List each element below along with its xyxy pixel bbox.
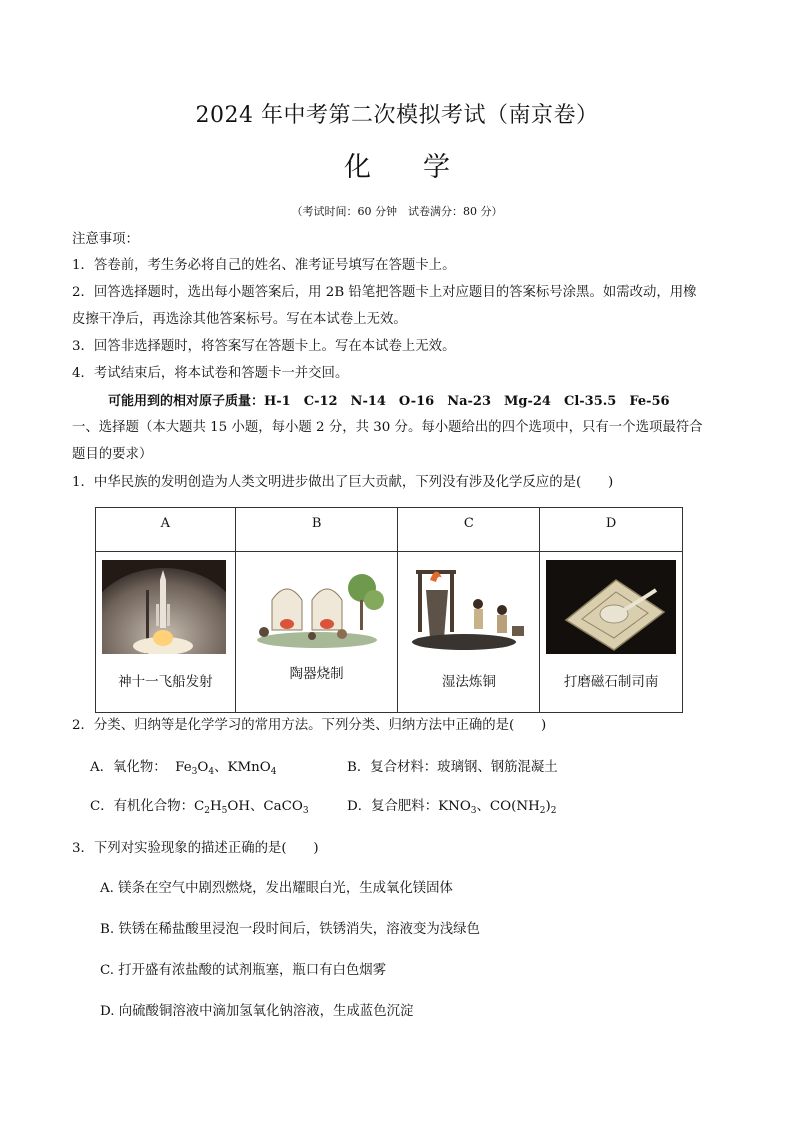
question-2-option-b: B．复合材料：玻璃钢、钢筋混凝土: [347, 760, 558, 775]
notice-item: 4．考试结束后，将本试卷和答题卡一并交回。: [72, 366, 349, 381]
question-2-option-c: C．有机化合物：$C_2H_5OH$、CaCO$_3$: [90, 799, 309, 816]
exam-info: （考试时间：60 分钟 试卷满分：80 分）: [291, 205, 503, 218]
option-b-cell: [235, 552, 398, 713]
option-a-caption: 神十一飞船发射: [118, 674, 213, 690]
option-c-caption: 湿法炼铜: [441, 674, 496, 690]
q2-option-c-label: C．有机化合物：: [90, 799, 194, 814]
exam-title: 2024 年中考第二次模拟考试（南京卷）: [195, 103, 599, 128]
option-b-caption: 陶器烧制: [289, 666, 344, 682]
section-heading-line1: 一、选择题（本大题共 15 小题，每小题 2 分，共 30 分。每小题给出的四个选项中，只有一个选项最符合: [72, 420, 703, 435]
option-d-header: D: [540, 508, 683, 552]
notice-item: 2．回答选择题时，选出每小题答案后，用 2B 铅笔把答题卡上对应题目的答案标号涂黑。如需改动，用橡: [72, 285, 697, 300]
notice-item: 3．回答非选择题时，将答案写在答题卡上。写在本试卷上无效。: [72, 339, 456, 354]
question-3-option-d: D. 向硫酸铜溶液中滴加氢氧化钠溶液，生成蓝色沉淀: [100, 1004, 414, 1019]
sinan-compass-image: [546, 560, 676, 654]
option-d-caption: 打磨磁石制司南: [563, 674, 659, 690]
question-2-stem: 2．分类、归纳等是化学学习的常用方法。下列分类、归纳方法中正确的是( ): [72, 718, 547, 733]
option-a-cell: [96, 552, 236, 713]
question-3-option-a: A. 镁条在空气中剧烈燃烧，发出耀眼白光，生成氧化镁固体: [100, 881, 453, 896]
option-d-cell: [540, 552, 683, 713]
option-c-cell: [398, 552, 540, 713]
option-b-header: B: [235, 508, 398, 552]
notice-heading: 注意事项：: [72, 232, 139, 247]
question-2-option-a: A．氧化物： $Fe_3O_4$、KMnO$_4$: [90, 760, 277, 777]
question-2-option-d: D．复合肥料：$KNO_3$、$CO(NH_2)_2$: [347, 799, 557, 816]
rocket-launch-image: [102, 560, 226, 654]
section-heading-line2: 题目的要求）: [72, 447, 153, 462]
notice-item: 皮擦干净后，再选涂其他答案标号。写在本试卷上无效。: [72, 312, 407, 327]
option-a-header: A: [96, 508, 236, 552]
option-c-header: C: [398, 508, 540, 552]
notice-item: 1．答卷前，考生务必将自己的姓名、准考证号填写在答题卡上。: [72, 258, 456, 273]
q2-option-a-label: A．氧化物：: [90, 760, 167, 775]
question-3-option-c: C. 打开盛有浓盐酸的试剂瓶塞，瓶口有白色烟雾: [100, 963, 387, 978]
atomic-masses: 可能用到的相对原子质量：H-1 C-12 N-14 O-16 Na-23 Mg-24 Cl-35.5 Fe-56: [108, 394, 670, 409]
question-1-table: [95, 507, 683, 713]
question-1-stem: 1．中华民族的发明创造为人类文明进步做出了巨大贡献，下列没有涉及化学反应的是( ): [72, 475, 614, 490]
section-heading: [72, 416, 703, 435]
q2-option-d-label: D．复合肥料：: [347, 799, 439, 814]
pottery-firing-image: [242, 560, 392, 654]
copper-smelting-image: [404, 560, 534, 654]
question-3-stem: 3．下列对实验现象的描述正确的是( ): [72, 841, 319, 856]
subject-title: 化学: [344, 152, 502, 183]
question-3-option-b: B. 铁锈在稀盐酸里浸泡一段时间后，铁锈消失，溶液变为浅绿色: [100, 922, 480, 937]
